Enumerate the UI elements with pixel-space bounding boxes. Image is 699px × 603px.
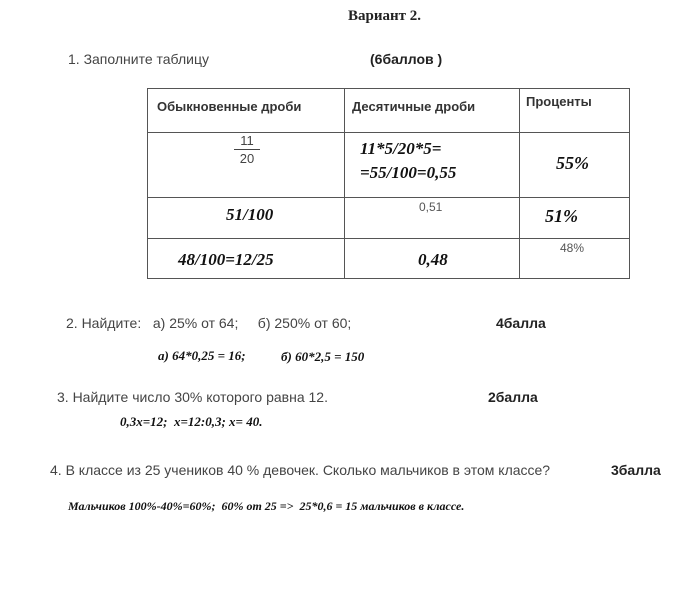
header-common-fractions: Обыкновенные дроби	[157, 99, 302, 114]
row2-fraction: 51/100	[226, 205, 274, 224]
task-3-answer: 0,3х=12; х=12:0,3; х= 40.	[120, 414, 263, 429]
fraction-denominator: 20	[239, 151, 255, 166]
task-1-text: 1. Заполните таблицу	[68, 51, 209, 67]
task-2-text: 2. Найдите: а) 25% от 64; б) 250% от 60;	[66, 315, 352, 331]
row3-decimal: 0,48	[418, 250, 448, 269]
fraction-numerator: 11	[240, 133, 254, 148]
task-1-points: (6баллов )	[370, 51, 443, 67]
row1-decimal-line1: 11*5/20*5=	[360, 139, 442, 158]
row2-percent: 51%	[545, 206, 578, 226]
task-4-points: 3балла	[611, 462, 661, 478]
task-4-answer: Мальчиков 100%-40%=60%; 60% от 25 => 25*0,6 = 15 мальчиков в классе.	[68, 499, 465, 513]
row3-fraction: 48/100=12/25	[178, 250, 274, 269]
task-4-text: 4. В классе из 25 учеников 40 % девочек. Сколько мальчиков в этом классе?	[50, 462, 551, 478]
row1-percent: 55%	[556, 153, 589, 173]
row1-decimal-line2: =55/100=0,55	[360, 163, 457, 182]
task-2-points: 4балла	[496, 315, 546, 331]
task-3-text: 3. Найдите число 30% которого равна 12.	[57, 389, 328, 405]
header-percents: Проценты	[526, 94, 592, 109]
fraction-11-20	[234, 133, 260, 166]
task-3-points: 2балла	[488, 389, 538, 405]
row2-decimal: 0,51	[419, 200, 443, 214]
task-2-answer-b: б) 60*2,5 = 150	[281, 349, 365, 364]
row3-percent: 48%	[560, 241, 585, 255]
variant-title: Вариант 2.	[348, 8, 422, 24]
task-2-answer-a: а) 64*0,25 = 16;	[158, 348, 246, 363]
header-decimal-fractions: Десятичные дроби	[352, 99, 476, 114]
